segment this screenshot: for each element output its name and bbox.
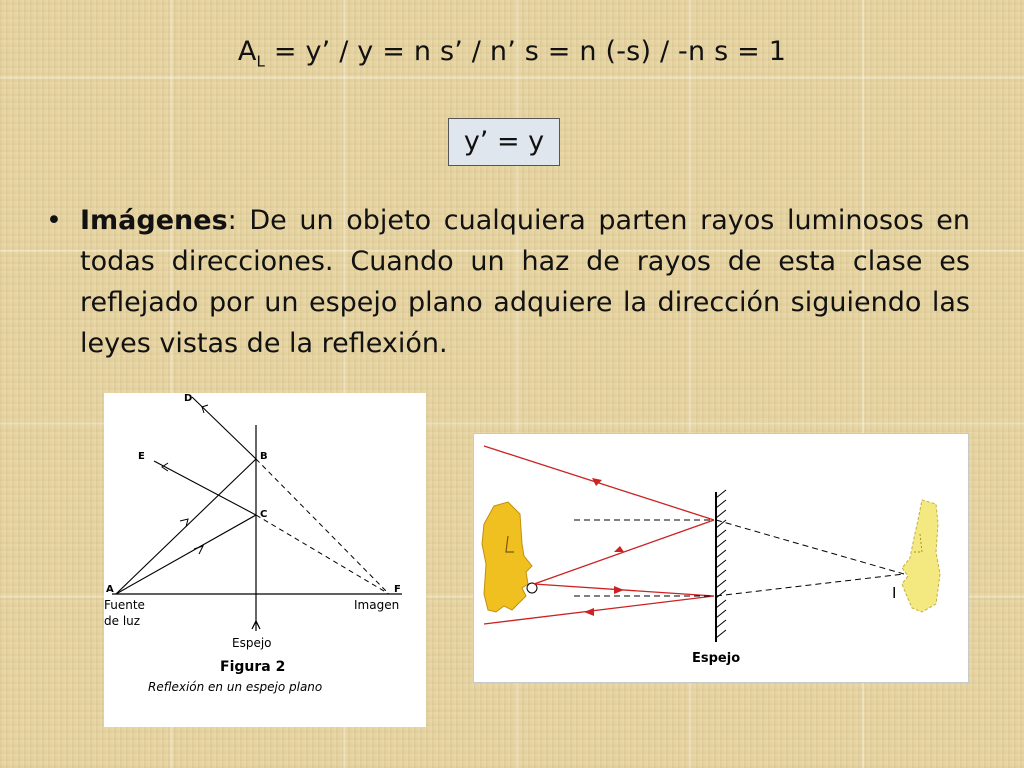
image-face-icon	[902, 500, 940, 612]
label-image: Imagen	[354, 598, 400, 612]
formula-rhs: = y’ / y = n s’ / n’ s = n (-s) / -n s = 1	[265, 36, 787, 67]
label-source-2: de luz	[104, 614, 141, 628]
bullet-body: : De un objeto cualquiera parten rayos luminosos en todas direcciones. Cuando un haz de rayos de esta clase es reflejado por un espejo plano adquiere la dirección siguiendo las leyes vistas de la reflexión.	[80, 205, 970, 359]
bullet-title: Imágenes	[80, 205, 228, 236]
formula-line	[0, 36, 1024, 70]
label-source-1: Fuente	[104, 598, 145, 612]
ray-c-e	[154, 461, 256, 515]
face-mirror-svg	[474, 434, 968, 682]
reflection-diagram	[104, 393, 426, 727]
label-a: A	[106, 584, 114, 595]
virtual-rays	[574, 520, 904, 596]
object-face-icon	[482, 502, 532, 612]
label-d: D	[184, 393, 193, 404]
image-label: I	[892, 584, 897, 602]
ray-arrows	[584, 478, 624, 616]
formula-lhs: A	[237, 36, 257, 67]
bullet-marker: •	[46, 205, 62, 236]
label-e: E	[138, 451, 145, 462]
face-mirror-diagram	[473, 433, 969, 683]
formula-lhs-subscript: L	[256, 52, 266, 71]
mirror-label: Espejo	[692, 651, 741, 666]
label-c: C	[260, 509, 268, 520]
virtual-ray-b-f	[256, 459, 389, 594]
caption-subtitle: Reflexión en un espejo plano	[148, 680, 323, 694]
caption-title: Figura 2	[220, 659, 286, 675]
label-b: B	[260, 451, 268, 462]
result-box: y’ = y	[448, 118, 560, 166]
reflection-diagram-svg	[104, 393, 426, 727]
label-f: F	[394, 584, 401, 595]
ray-b-d	[192, 397, 256, 459]
virtual-ray-c-f	[256, 515, 389, 594]
bullet-paragraph	[80, 200, 970, 364]
arrow-icon	[194, 546, 203, 554]
bullet-item	[46, 200, 970, 364]
label-mirror: Espejo	[232, 636, 272, 650]
mirror-hatching	[716, 490, 726, 638]
arrow-icon	[180, 519, 188, 527]
